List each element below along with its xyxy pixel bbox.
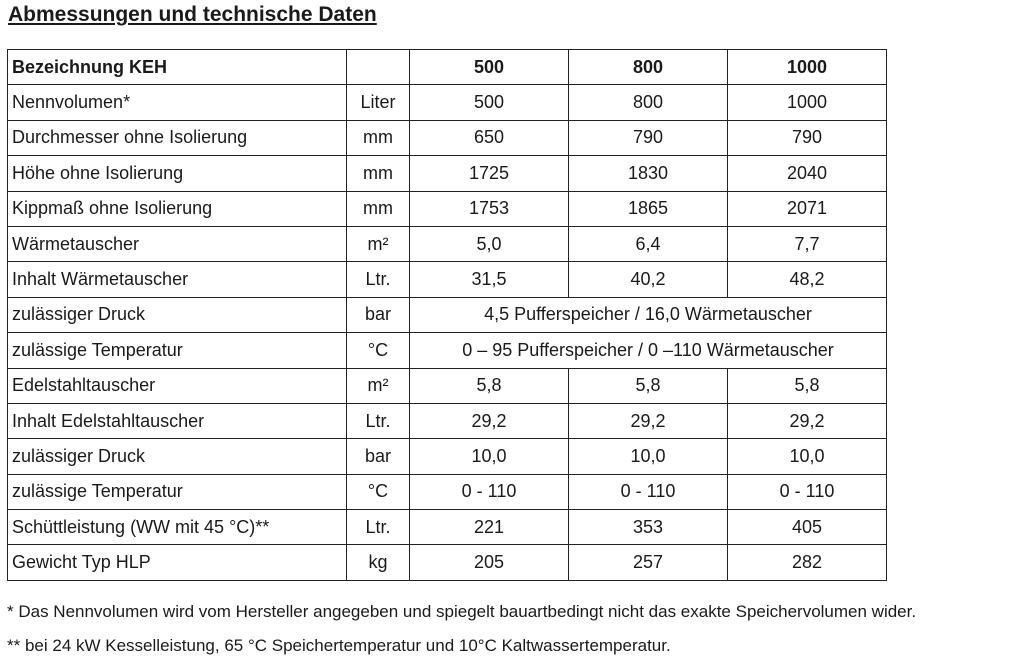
value-500: 5,8 bbox=[410, 368, 569, 403]
row-inhalt-edelstahltauscher bbox=[8, 403, 887, 438]
row-label: Gewicht Typ HLP bbox=[8, 545, 347, 580]
row-edelstahltauscher bbox=[8, 368, 887, 403]
value-500: 10,0 bbox=[410, 439, 569, 474]
value-500: 5,0 bbox=[410, 226, 569, 261]
row-label: Edelstahltauscher bbox=[8, 368, 347, 403]
row-unit: mm bbox=[347, 156, 410, 191]
value-800: 1830 bbox=[569, 156, 728, 191]
header-model-500: 500 bbox=[410, 50, 569, 85]
header-model-1000: 1000 bbox=[728, 50, 887, 85]
row-unit: bar bbox=[347, 297, 410, 332]
value-1000: 2040 bbox=[728, 156, 887, 191]
row-unit: °C bbox=[347, 474, 410, 509]
value-500: 1725 bbox=[410, 156, 569, 191]
row-unit: Ltr. bbox=[347, 403, 410, 438]
footnote-nennvolumen: * Das Nennvolumen wird vom Hersteller angegeben und spiegelt bauartbedingt nicht das exakte Speichervolumen wider. bbox=[7, 602, 917, 621]
value-500: 1753 bbox=[410, 191, 569, 226]
row-label: Höhe ohne Isolierung bbox=[8, 156, 347, 191]
value-span: 4,5 Pufferspeicher / 16,0 Wärmetauscher bbox=[410, 297, 887, 332]
value-1000: 7,7 bbox=[728, 226, 887, 261]
page-title: Abmessungen und technische Daten bbox=[8, 3, 377, 26]
row-unit: kg bbox=[347, 545, 410, 580]
row-label: Wärmetauscher bbox=[8, 226, 347, 261]
row-label: Schüttleistung (WW mit 45 °C)** bbox=[8, 510, 347, 545]
value-800: 800 bbox=[569, 85, 728, 120]
row-schuettleistung bbox=[8, 510, 887, 545]
row-unit: mm bbox=[347, 120, 410, 155]
value-500: 221 bbox=[410, 510, 569, 545]
row-gewicht bbox=[8, 545, 887, 580]
value-500: 500 bbox=[410, 85, 569, 120]
row-label: zulässige Temperatur bbox=[8, 333, 347, 368]
row-label: Kippmaß ohne Isolierung bbox=[8, 191, 347, 226]
row-durchmesser bbox=[8, 120, 887, 155]
value-1000: 405 bbox=[728, 510, 887, 545]
row-unit: bar bbox=[347, 439, 410, 474]
row-inhalt-waermetauscher bbox=[8, 262, 887, 297]
value-800: 0 - 110 bbox=[569, 474, 728, 509]
row-label: zulässige Temperatur bbox=[8, 474, 347, 509]
value-800: 257 bbox=[569, 545, 728, 580]
row-unit: m² bbox=[347, 226, 410, 261]
row-unit: m² bbox=[347, 368, 410, 403]
value-800: 6,4 bbox=[569, 226, 728, 261]
row-temperatur-puffer bbox=[8, 333, 887, 368]
row-unit: Ltr. bbox=[347, 262, 410, 297]
value-1000: 2071 bbox=[728, 191, 887, 226]
specs-table bbox=[7, 49, 887, 581]
value-1000: 790 bbox=[728, 120, 887, 155]
value-500: 650 bbox=[410, 120, 569, 155]
row-unit: °C bbox=[347, 333, 410, 368]
row-druck-edelstahl bbox=[8, 439, 887, 474]
row-label: zulässiger Druck bbox=[8, 439, 347, 474]
value-800: 10,0 bbox=[569, 439, 728, 474]
value-1000: 5,8 bbox=[728, 368, 887, 403]
value-800: 790 bbox=[569, 120, 728, 155]
table-header-row bbox=[8, 50, 887, 85]
value-span: 0 – 95 Pufferspeicher / 0 –110 Wärmetauscher bbox=[410, 333, 887, 368]
value-1000: 48,2 bbox=[728, 262, 887, 297]
row-label: Durchmesser ohne Isolierung bbox=[8, 120, 347, 155]
row-label: Inhalt Edelstahltauscher bbox=[8, 403, 347, 438]
value-500: 205 bbox=[410, 545, 569, 580]
value-1000: 29,2 bbox=[728, 403, 887, 438]
value-500: 29,2 bbox=[410, 403, 569, 438]
row-label: Inhalt Wärmetauscher bbox=[8, 262, 347, 297]
header-unit bbox=[347, 50, 410, 85]
value-800: 5,8 bbox=[569, 368, 728, 403]
value-800: 353 bbox=[569, 510, 728, 545]
value-500: 0 - 110 bbox=[410, 474, 569, 509]
row-kippmass bbox=[8, 191, 887, 226]
value-1000: 10,0 bbox=[728, 439, 887, 474]
row-label: Nennvolumen* bbox=[8, 85, 347, 120]
row-unit: Liter bbox=[347, 85, 410, 120]
value-1000: 282 bbox=[728, 545, 887, 580]
row-unit: mm bbox=[347, 191, 410, 226]
row-nennvolumen bbox=[8, 85, 887, 120]
value-500: 31,5 bbox=[410, 262, 569, 297]
value-1000: 1000 bbox=[728, 85, 887, 120]
value-800: 40,2 bbox=[569, 262, 728, 297]
row-label: zulässiger Druck bbox=[8, 297, 347, 332]
row-temperatur-edelstahl bbox=[8, 474, 887, 509]
row-druck-puffer bbox=[8, 297, 887, 332]
row-waermetauscher bbox=[8, 226, 887, 261]
row-hoehe bbox=[8, 156, 887, 191]
value-1000: 0 - 110 bbox=[728, 474, 887, 509]
value-800: 29,2 bbox=[569, 403, 728, 438]
header-model-800: 800 bbox=[569, 50, 728, 85]
header-label: Bezeichnung KEH bbox=[8, 50, 347, 85]
value-800: 1865 bbox=[569, 191, 728, 226]
footnote-schuettleistung: ** bei 24 kW Kesselleistung, 65 °C Speichertemperatur und 10°C Kaltwassertemperatur. bbox=[7, 636, 671, 655]
row-unit: Ltr. bbox=[347, 510, 410, 545]
